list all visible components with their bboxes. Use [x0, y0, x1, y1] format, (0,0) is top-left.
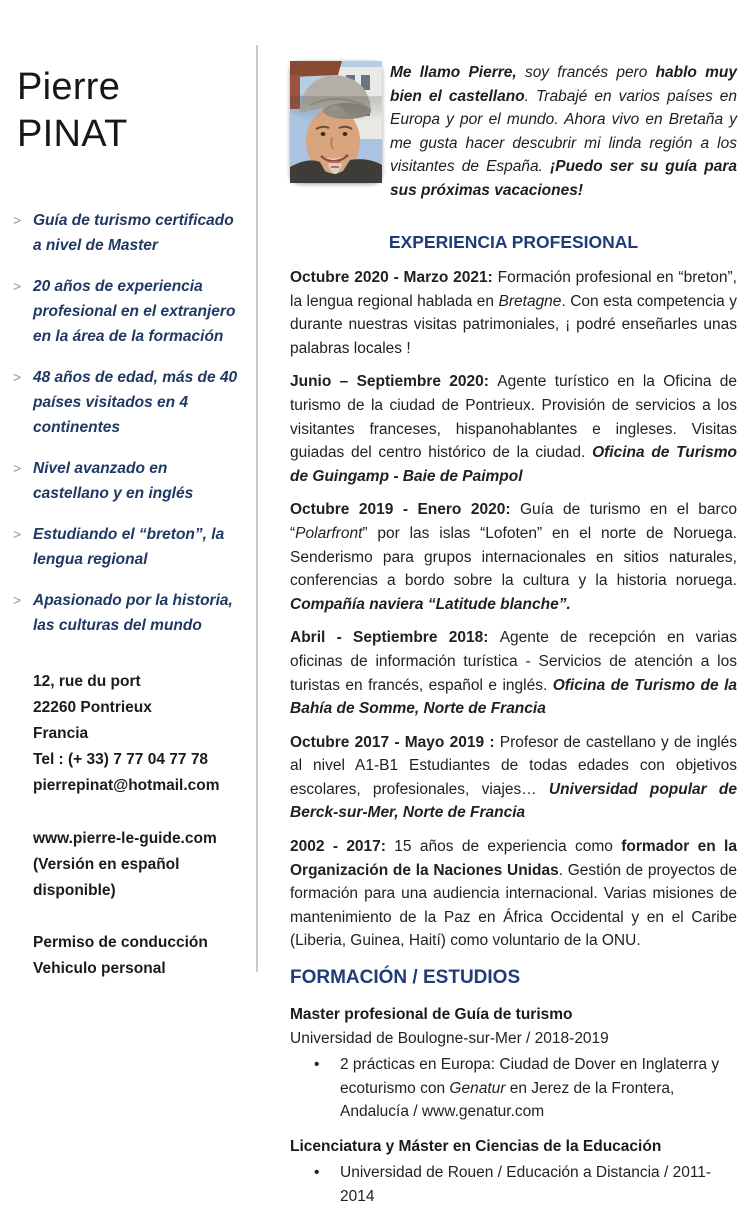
country-line: Francia — [33, 725, 89, 742]
website-note-text: (Versión en español disponible) — [33, 856, 180, 899]
experience-section-title: EXPERIENCIA PROFESIONAL — [388, 232, 639, 252]
education-section-title: FORMACIÓN / ESTUDIOS — [290, 967, 521, 989]
address-line: 12, rue du port — [33, 673, 141, 690]
intro-paragraph: Me llamo Pierre, soy francés pero hablo muy bien el castellano. Trabajé en varios países en Europa y por el mundo. Ahora vivo en Bretaña y me gusta hacer descubrir mi linda región a los visitantes de España. ¡Puedo ser su guía para sus próximas vacaciones! — [390, 64, 737, 199]
vehicle-text: Vehiculo personal — [33, 960, 166, 977]
highlight-item — [13, 522, 241, 572]
experience-entry: Abril - Septiembre 2018: Agente de recepción en varias oficinas de información turística - Servicios de atención a los turistas en francés, español e inglés. Oficina de Turismo de la Bahía de Somme, Norte de Francia — [290, 629, 737, 718]
experience-entry: Octubre 2019 - Enero 2020: Guía de turismo en el barco “Polarfront” por las islas “Lofoten” en el norte de Noruega. Senderismo para grupos internacionales en sitios naturales, conferencias a bordo sobre la cultura y la historia noruega. Compañía naviera “Latitude blanche”. — [290, 501, 737, 613]
education-degree-heading: Master profesional de Guía de turismo — [290, 1006, 573, 1024]
chevron-bullet-icon: > — [13, 278, 22, 294]
first-name: Pierre — [17, 66, 121, 108]
chevron-bullet-icon: > — [13, 460, 22, 476]
column-divider — [256, 45, 258, 972]
intro-section — [290, 61, 737, 219]
chevron-bullet-icon: > — [13, 526, 22, 542]
chevron-bullet-icon: > — [13, 212, 22, 228]
email-text: pierrepinat@hotmail.com — [33, 777, 220, 794]
dot-bullet-icon: • — [314, 1164, 320, 1182]
highlight-item — [13, 208, 241, 258]
contact-block — [33, 669, 241, 799]
chevron-bullet-icon: > — [13, 592, 22, 608]
driving-permit-text: Permiso de conducción — [33, 934, 208, 951]
highlight-text: Estudiando el “breton”, la lengua regional — [33, 526, 225, 568]
experience-entry: Junio – Septiembre 2020: Agente turístico en la Oficina de turismo de la ciudad de Pontrieux. Provisión de servicios a los visitantes franceses, hispanohablantes e ingleses. Visitas guiadas del centro histórico de la ciudad. Oficina de Turismo de Guingamp - Baie de Paimpol — [290, 373, 737, 485]
education-degree-subheading: Universidad de Boulogne-sur-Mer / 2018-2019 — [290, 1029, 609, 1047]
highlight-item — [13, 456, 241, 506]
highlight-text: Apasionado por la historia, las culturas del mundo — [33, 592, 233, 634]
highlights-list — [13, 208, 241, 638]
experience-entry: Octubre 2017 - Mayo 2019 : Profesor de castellano y de inglés al nivel A1-B1 Estudiantes de todas edades con objetivos escolares, profesionales, viajes… Universidad popular de Berck-sur-Mer, Norte de Francia — [290, 733, 738, 822]
main-content — [290, 61, 737, 1219]
misc-block — [33, 930, 241, 982]
highlight-text: Nivel avanzado en castellano y en inglés — [33, 460, 194, 502]
website-url-text: www.pierre-le-guide.com — [33, 830, 217, 847]
experience-entry: 2002 - 2017: 15 años de experiencia como formador en la Organización de la Naciones Unidas. Gestión de proyectos de formación para una audiencia internacional. Varias misiones de mantenimiento de la Paz en África Occidental y en el Caribe (Liberia, Guinea, Haití) como voluntario de la ONU. — [290, 838, 737, 950]
website-block — [33, 826, 241, 904]
address-line: 22260 Pontrieux — [33, 699, 152, 716]
experience-entry: Octubre 2020 - Marzo 2021: Formación profesional en “breton”, la lengua regional hablada en Bretagne. Con esta competencia y durante nuestras visitas patrimoniales, ¡ podré enseñarles unas palabras locales ! — [290, 269, 737, 357]
highlight-text: Guía de turismo certificado a nivel de Master — [33, 212, 234, 254]
sidebar — [13, 64, 241, 982]
name-heading — [17, 64, 241, 158]
education-bullet-text: 2 prácticas en Europa: Ciudad de Dover en Inglaterra y ecoturismo con Genatur en Jerez de la Frontera, Andalucía / www.genatur.com — [340, 1056, 720, 1121]
highlight-item — [13, 274, 241, 349]
portrait-block — [290, 61, 382, 219]
phone-text: Tel : (+ 33) 7 77 04 77 78 — [33, 751, 209, 768]
last-name: PINAT — [17, 113, 128, 155]
dot-bullet-icon: • — [314, 1056, 320, 1074]
chevron-bullet-icon: > — [13, 369, 22, 385]
highlight-text: 20 años de experiencia profesional en el extranjero en la área de la formación — [33, 278, 236, 345]
education-bullet-text: Universidad de Rouen / Educación a Distancia / 2011-2014 — [340, 1164, 712, 1205]
highlight-item — [13, 365, 241, 440]
highlight-item — [13, 588, 241, 638]
education-bullet-item — [290, 1053, 737, 1124]
portrait-reflection — [290, 96, 382, 128]
education-bullet-item — [290, 1161, 737, 1208]
highlight-text: 48 años de edad, más de 40 países visitados en 4 continentes — [33, 369, 238, 436]
education-degree-heading: Licenciatura y Máster en Ciencias de la Educación — [290, 1137, 662, 1155]
